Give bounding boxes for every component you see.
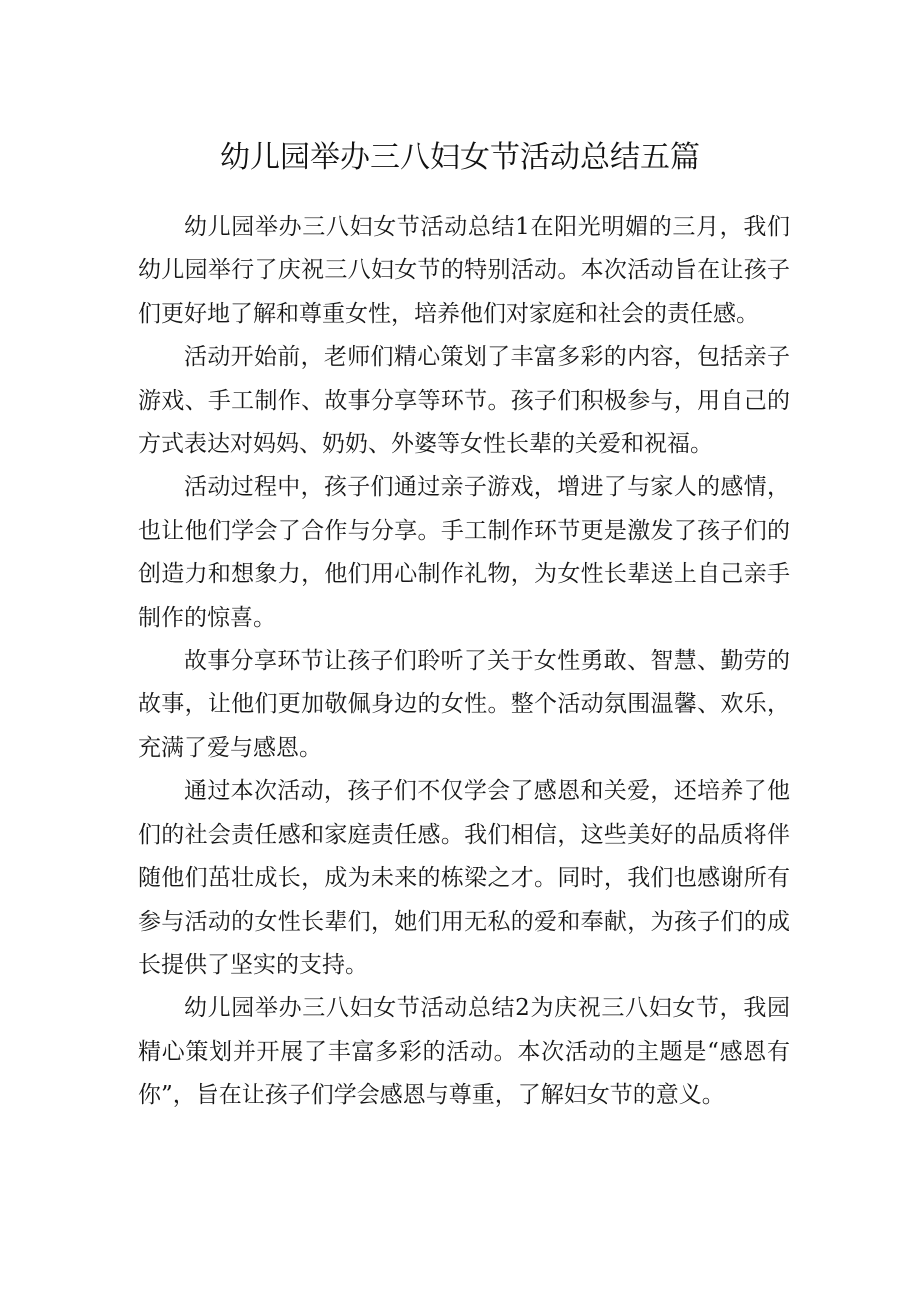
paragraph-2: 活动开始前，老师们精心策划了丰富多彩的内容，包括亲子游戏、手工制作、故事分享等环节。孩子们积极参与，用自己的方式表达对妈妈、奶奶、外婆等女性长辈的关爱和祝福。 bbox=[138, 344, 790, 458]
paragraph-4: 故事分享环节让孩子们聆听了关于女性勇敢、智慧、勤劳的故事，让他们更加敬佩身边的女性。整个活动氛围温馨、欢乐，充满了爱与感恩。 bbox=[138, 648, 790, 761]
document-body bbox=[138, 206, 790, 1118]
document-title: 幼儿园举办三八妇女节活动总结五篇 bbox=[220, 140, 700, 176]
paragraph-6: 幼儿园举办三八妇女节活动总结2为庆祝三八妇女节，我园精心策划并开展了丰富多彩的活动。本次活动的主题是“感恩有你”，旨在让孩子们学会感恩与尊重，了解妇女节的意义。 bbox=[138, 995, 790, 1109]
paragraph-5: 通过本次活动，孩子们不仅学会了感恩和关爱，还培养了他们的社会责任感和家庭责任感。我们相信，这些美好的品质将伴随他们茁壮成长，成为未来的栋梁之才。同时，我们也感谢所有参与活动的女性长辈们，她们用无私的爱和奉献，为孩子们的成长提供了坚实的支持。 bbox=[138, 778, 790, 978]
paragraph-3: 活动过程中，孩子们通过亲子游戏，增进了与家人的感情，也让他们学会了合作与分享。手工制作环节更是激发了孩子们的创造力和想象力，他们用心制作礼物，为女性长辈送上自己亲手制作的惊喜。 bbox=[138, 474, 790, 631]
paragraph-1: 幼儿园举办三八妇女节活动总结1在阳光明媚的三月，我们幼儿园举行了庆祝三八妇女节的特别活动。本次活动旨在让孩子们更好地了解和尊重女性，培养他们对家庭和社会的责任感。 bbox=[138, 214, 790, 327]
